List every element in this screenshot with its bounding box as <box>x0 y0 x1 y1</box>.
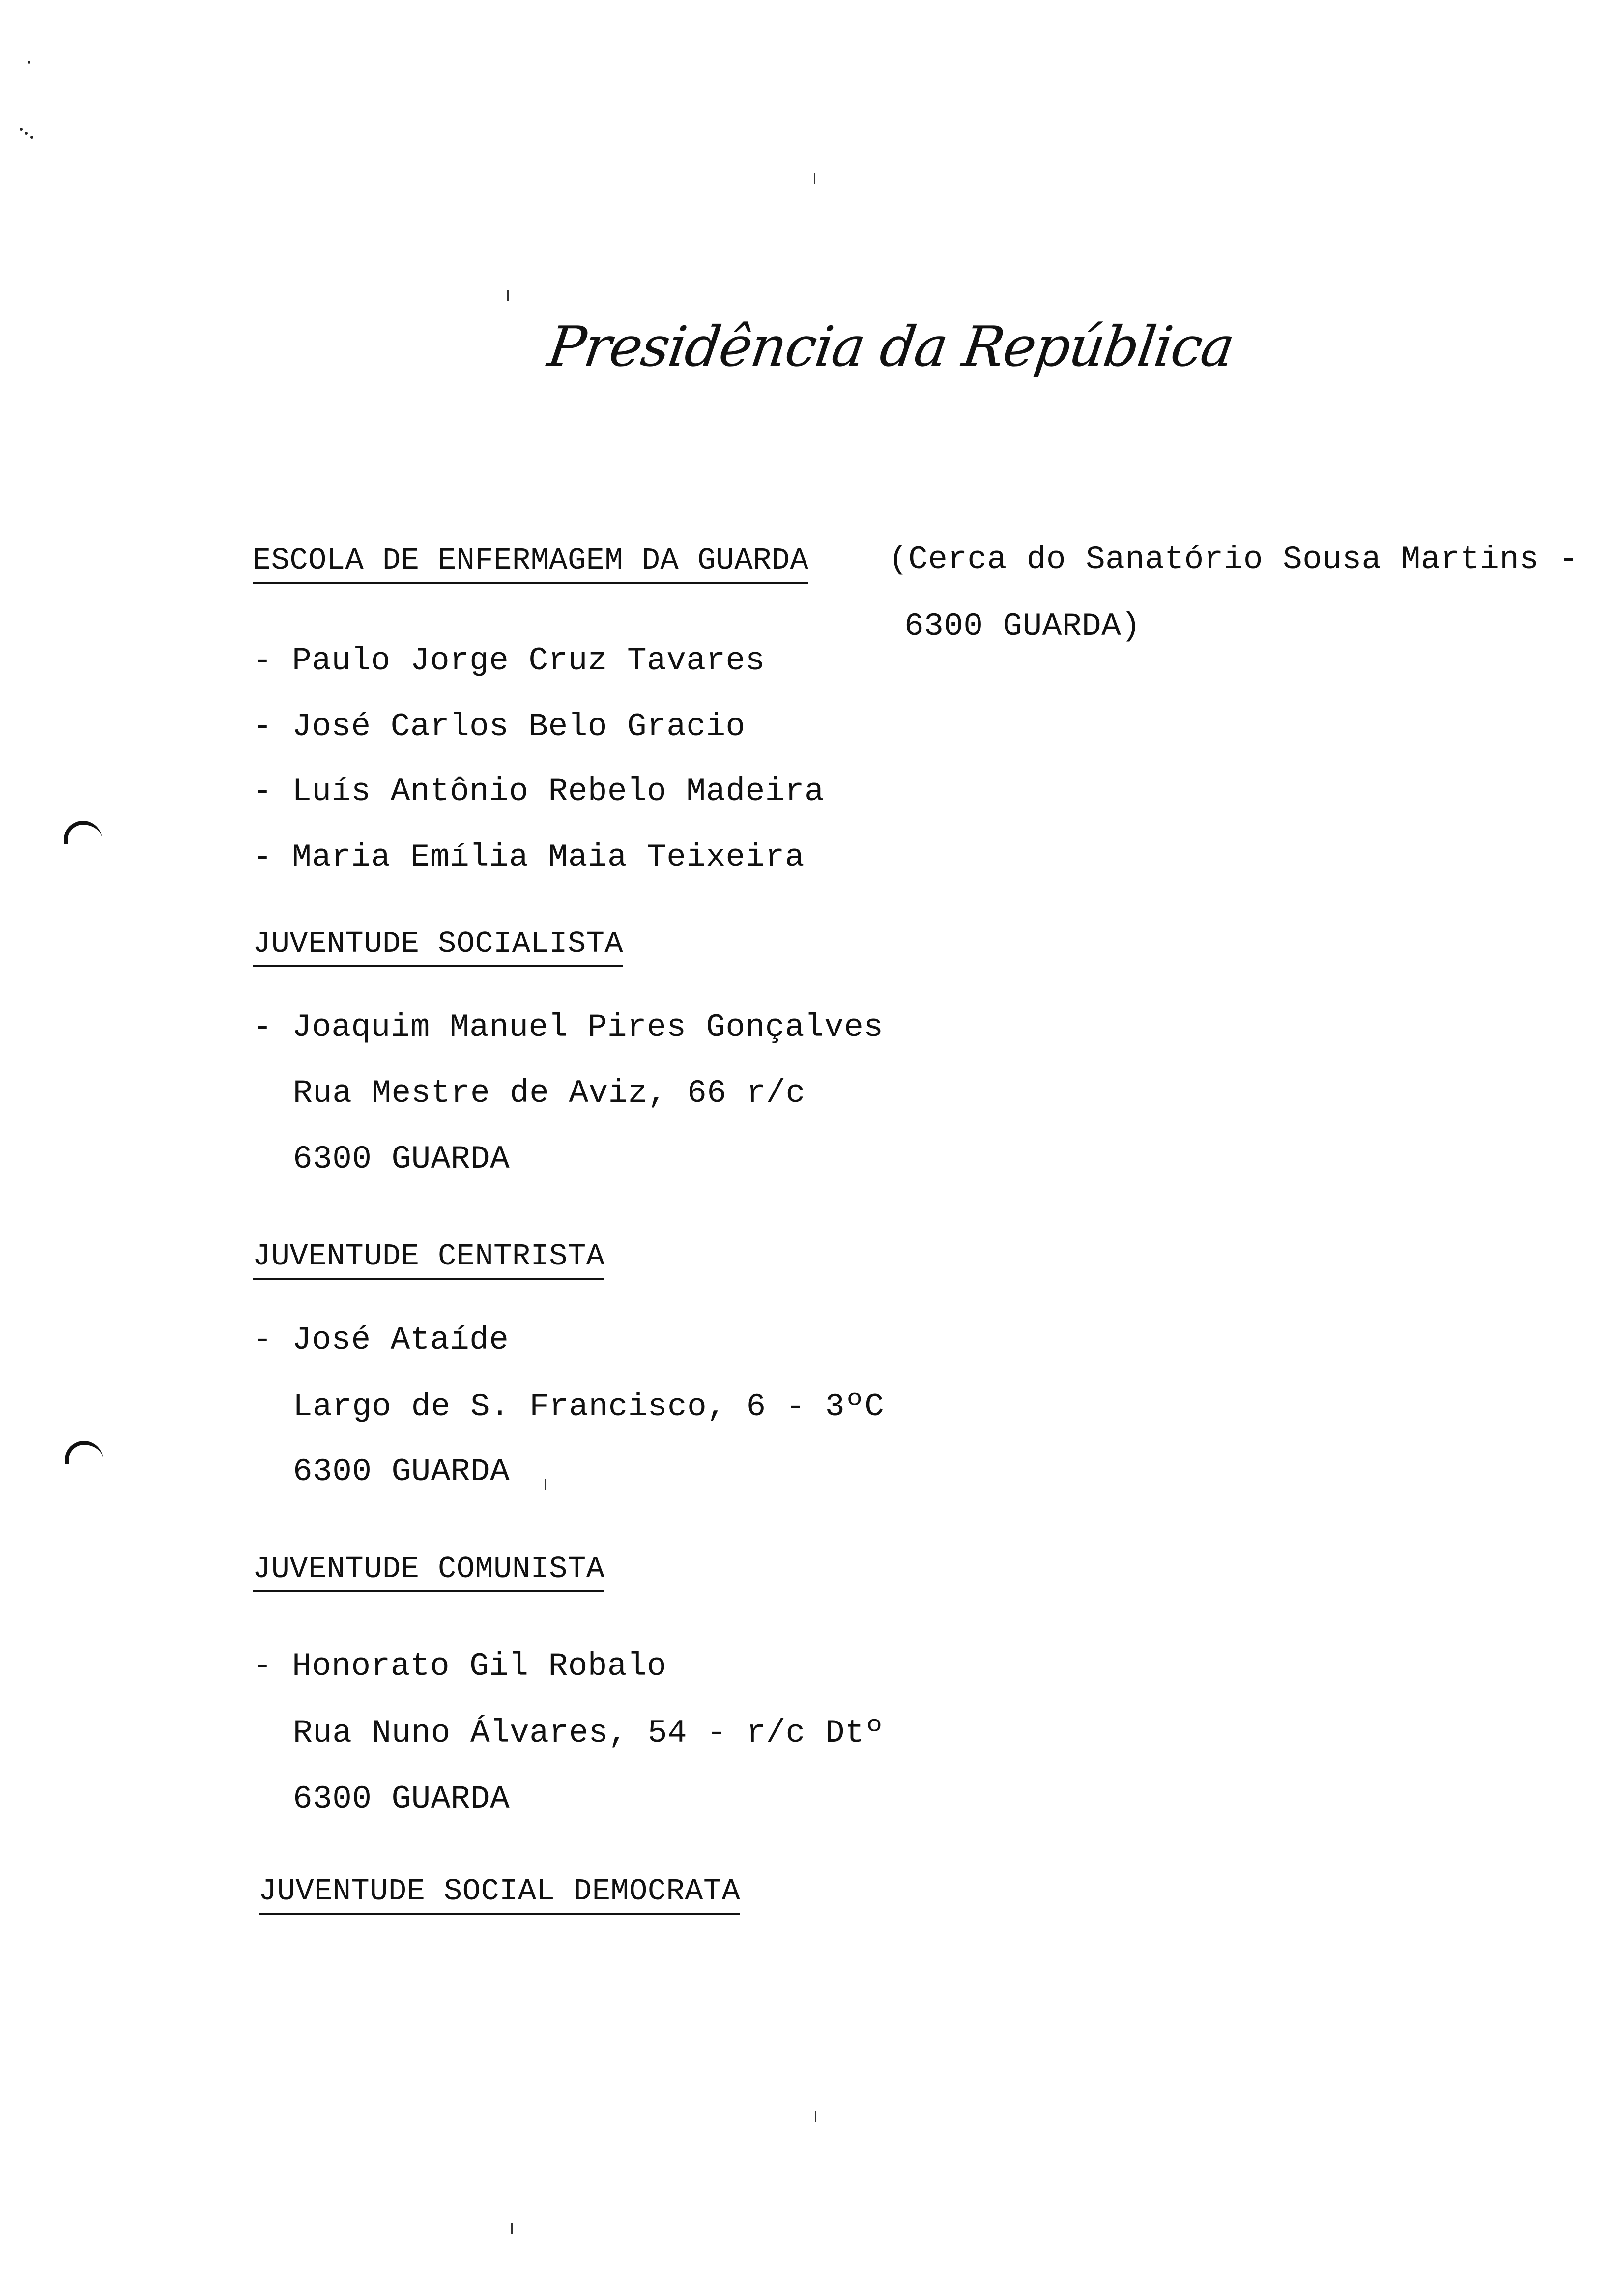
section-heading-juventude-socialista: JUVENTUDE SOCIALISTA <box>253 929 623 967</box>
scan-speck <box>25 132 28 135</box>
list-item-luis-antonio: - Luís Antônio Rebelo Madeira <box>253 773 825 810</box>
scan-tick <box>814 173 815 184</box>
address-line-largo-francisco: Largo de S. Francisco, 6 - 3ºC <box>293 1388 885 1425</box>
section-heading-juventude-centrista: JUVENTUDE CENTRISTA <box>253 1241 604 1280</box>
punch-hole-mark-top <box>64 821 102 844</box>
scan-tick <box>511 2223 513 2234</box>
scan-tick <box>815 2111 816 2122</box>
scan-tick <box>507 290 509 301</box>
address-line-rua-nuno: Rua Nuno Álvares, 54 - r/c Dtº <box>293 1715 885 1751</box>
address-note-line1: (Cerca do Sanatório Sousa Martins - <box>889 541 1579 578</box>
list-item-jose-ataide: - José Ataíde <box>253 1321 509 1358</box>
list-item-jose-carlos: - José Carlos Belo Gracio <box>253 708 746 745</box>
section-heading-juventude-comunista: JUVENTUDE COMUNISTA <box>253 1554 604 1592</box>
list-item-maria-emilia: - Maria Emília Maia Teixeira <box>253 839 805 876</box>
section-heading-juventude-social-democrata: JUVENTUDE SOCIAL DEMOCRATA <box>259 1876 740 1915</box>
section-heading-escola-enfermagem: ESCOLA DE ENFERMAGEM DA GUARDA <box>253 545 808 584</box>
address-line-guarda-1: 6300 GUARDA <box>293 1141 510 1177</box>
letterhead-title: Presidência da República <box>544 315 1238 379</box>
address-line-guarda-3: 6300 GUARDA <box>293 1780 510 1817</box>
address-line-rua-mestre: Rua Mestre de Aviz, 66 r/c <box>293 1075 806 1112</box>
scan-tick <box>545 1479 546 1490</box>
scan-speck <box>28 61 30 64</box>
address-line-guarda-2: 6300 GUARDA <box>293 1453 510 1490</box>
punch-hole-mark-bottom <box>65 1441 103 1464</box>
list-item-joaquim-manuel: - Joaquim Manuel Pires Gonçalves <box>253 1009 884 1046</box>
list-item-paulo-jorge: - Paulo Jorge Cruz Tavares <box>253 642 765 679</box>
scan-speck <box>30 136 33 139</box>
scan-speck <box>20 128 23 131</box>
list-item-honorato-gil: - Honorato Gil Robalo <box>253 1648 667 1685</box>
address-note-line2: 6300 GUARDA) <box>904 608 1141 645</box>
